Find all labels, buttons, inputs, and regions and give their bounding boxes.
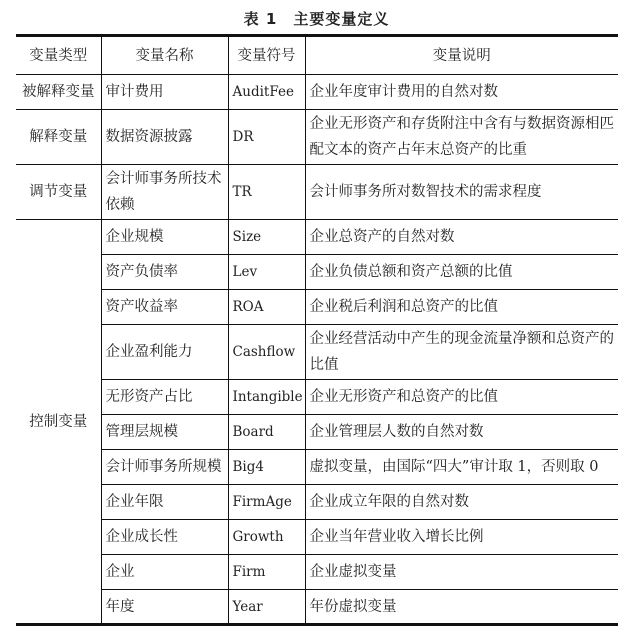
cell-description: 企业虚拟变量 — [305, 555, 618, 590]
table-row — [16, 75, 618, 110]
cell-description: 企业经营活动中产生的现金流量净额和总资产的比值 — [305, 325, 618, 380]
table-row — [16, 165, 618, 220]
table-row — [16, 415, 618, 450]
cell-description: 企业税后利润和总资产的比值 — [305, 290, 618, 325]
cell-name: 企业 — [101, 555, 228, 590]
cell-symbol: Growth — [228, 520, 305, 555]
cell-description: 年份虚拟变量 — [305, 590, 618, 625]
table-row — [16, 325, 618, 380]
table-title: 表 1 主要变量定义 — [243, 10, 390, 28]
header-row — [16, 36, 618, 75]
cell-name: 会计师事务所技术依赖 — [101, 165, 228, 220]
cell-symbol: TR — [228, 165, 305, 220]
cell-description: 虚拟变量，由国际“四大”审计取 1，否则取 0 — [305, 450, 618, 485]
cell-name: 企业年限 — [101, 485, 228, 520]
cell-name: 年度 — [101, 590, 228, 625]
cell-symbol: Lev — [228, 255, 305, 290]
table-row — [16, 450, 618, 485]
variable-definition-table — [16, 34, 618, 626]
header-type: 变量类型 — [16, 36, 101, 75]
cell-type: 调节变量 — [16, 165, 101, 220]
cell-name: 企业盈利能力 — [101, 325, 228, 380]
cell-type: 控制变量 — [16, 220, 101, 625]
cell-name: 企业规模 — [101, 220, 228, 255]
cell-symbol: AuditFee — [228, 75, 305, 110]
table-row — [16, 220, 618, 255]
cell-symbol: Big4 — [228, 450, 305, 485]
cell-type: 解释变量 — [16, 110, 101, 165]
cell-name: 审计费用 — [101, 75, 228, 110]
header-name: 变量名称 — [101, 36, 228, 75]
cell-description: 企业负债总额和资产总额的比值 — [305, 255, 618, 290]
cell-name: 资产负债率 — [101, 255, 228, 290]
table-row — [16, 380, 618, 415]
cell-symbol: Size — [228, 220, 305, 255]
cell-symbol: Cashflow — [228, 325, 305, 380]
cell-description: 会计师事务所对数智技术的需求程度 — [305, 165, 618, 220]
cell-description: 企业成立年限的自然对数 — [305, 485, 618, 520]
cell-name: 无形资产占比 — [101, 380, 228, 415]
cell-description: 企业总资产的自然对数 — [305, 220, 618, 255]
table-row — [16, 555, 618, 590]
table-row — [16, 110, 618, 165]
table-row — [16, 485, 618, 520]
cell-symbol: Year — [228, 590, 305, 625]
cell-symbol: Firm — [228, 555, 305, 590]
cell-symbol: FirmAge — [228, 485, 305, 520]
cell-name: 资产收益率 — [101, 290, 228, 325]
cell-name: 管理层规模 — [101, 415, 228, 450]
header-description: 变量说明 — [305, 36, 618, 75]
table-row — [16, 290, 618, 325]
cell-symbol: Intangible — [228, 380, 305, 415]
header-symbol: 变量符号 — [228, 36, 305, 75]
cell-name: 会计师事务所规模 — [101, 450, 228, 485]
cell-name: 数据资源披露 — [101, 110, 228, 165]
cell-description: 企业无形资产和总资产的比值 — [305, 380, 618, 415]
table-row — [16, 590, 618, 625]
table-row — [16, 255, 618, 290]
cell-description: 企业无形资产和存货附注中含有与数据资源相匹配文本的资产占年末总资产的比重 — [305, 110, 618, 165]
cell-symbol: DR — [228, 110, 305, 165]
table-row — [16, 520, 618, 555]
cell-description: 企业管理层人数的自然对数 — [305, 415, 618, 450]
cell-name: 企业成长性 — [101, 520, 228, 555]
cell-description: 企业年度审计费用的自然对数 — [305, 75, 618, 110]
cell-symbol: Board — [228, 415, 305, 450]
cell-type: 被解释变量 — [16, 75, 101, 110]
cell-description: 企业当年营业收入增长比例 — [305, 520, 618, 555]
cell-symbol: ROA — [228, 290, 305, 325]
